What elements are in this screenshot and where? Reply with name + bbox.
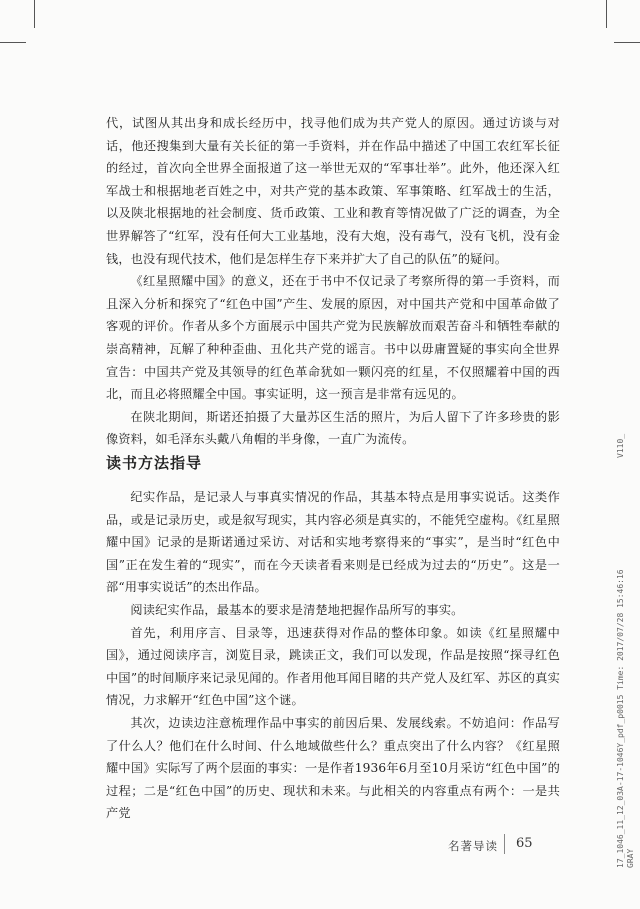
paragraph: 阅读纪实作品，最基本的要求是清楚地把握作品所写的事实。	[130, 602, 464, 617]
side-print-info: 17_1046_11_12_03A-17-1046Y_pdf_p0015 Time: 2017/07/28 15:46:16	[616, 569, 625, 868]
section-heading: 读书方法指导	[106, 454, 203, 472]
body-text-upper	[106, 112, 560, 451]
crop-mark-top-left-v	[34, 0, 35, 28]
page-number: 65	[516, 836, 533, 851]
paragraph: 其次，边读边注意梳理作品中事实的前因后果、发展线索。不妨追问：作品写了什么人？他们在什么时间、什么地域做些什么？重点突出了什么内容？《红星照耀中国》实际写了两个层面的事实：一是作者1936年6月至10月采访“红色中国”的过程；二是“红色中国”的历史、现状和未来。与此相关的内容重点有两个：一是共产党	[106, 715, 560, 821]
side-code-mark: V110_	[616, 433, 625, 458]
paragraph: 纪实作品，是记录人与事真实情况的作品，其基本特点是用事实说话。这类作品，或是记录历史，或是叙写现实，其内容必须是真实的，不能凭空虚构。《红星照耀中国》记录的是斯诺通过采访、对话和实地考察得来的“事实”，是当时“红色中国”正在发生着的“现实”，而在今天读者看来则是已经成为过去的“历史”。这是一部“用事实说话”的杰出作品。	[106, 490, 560, 595]
side-gray-mark: GRAY	[626, 848, 635, 868]
paragraph: 《红星照耀中国》的意义，还在于书中不仅记录了考察所得的第一手资料，而且深入分析和探究了“红色中国”产生、发展的原因，对中国共产党和中国革命做了客观的评价。作者从多个方面展示中国共产党为民族解放而艰苦奋斗和牺牲奉献的崇高精神，瓦解了种种歪曲、丑化共产党的谣言。书中以毋庸置疑的事实向全世界宣告：中国共产党及其领导的红色革命犹如一颗闪亮的红星，不仅照耀着中国的西北，而且必将照耀全中国。事实证明，这一预言是非常有远见的。	[106, 274, 560, 402]
crop-mark-top-right-v	[606, 0, 607, 28]
body-text-lower	[106, 486, 560, 825]
crop-mark-top-right-h	[614, 42, 640, 43]
footer-separator	[504, 834, 505, 854]
footer-book-title: 名著导读	[448, 839, 498, 853]
crop-mark-top-left-h	[0, 42, 26, 43]
paragraph: 在陕北期间，斯诺还拍摄了大量苏区生活的照片，为后人留下了许多珍贵的影像资料，如毛泽东头戴八角帽的半身像，一直广为流传。	[106, 409, 560, 447]
paragraph: 代，试图从其出身和成长经历中，找寻他们成为共产党人的原因。通过访谈与对话，他还搜集到大量有关长征的第一手资料，并在作品中描述了中国工农红军长征的经过，首次向全世界全面报道了这一举世无双的“军事壮举”。此外，他还深入红军战士和根据地老百姓之中，对共产党的基本政策、军事策略、红军战士的生活，以及陕北根据地的社会制度、货币政策、工业和教育等情况做了广泛的调查，为全世界解答了“红军，没有任何大工业基地，没有大炮，没有毒气，没有飞机，没有金钱，也没有现代技术，他们是怎样生存下来并扩大了自己的队伍”的疑问。	[106, 116, 560, 266]
paragraph: 首先，利用序言、目录等，迅速获得对作品的整体印象。如读《红星照耀中国》，通过阅读序言，浏览目录，跳读正文，我们可以发现，作品是按照“探寻红色中国”的时间顺序来记录见闻的。作者用他耳闻目睹的共产党人及红军、苏区的真实情况，力求解开“红色中国”这个谜。	[106, 625, 560, 708]
